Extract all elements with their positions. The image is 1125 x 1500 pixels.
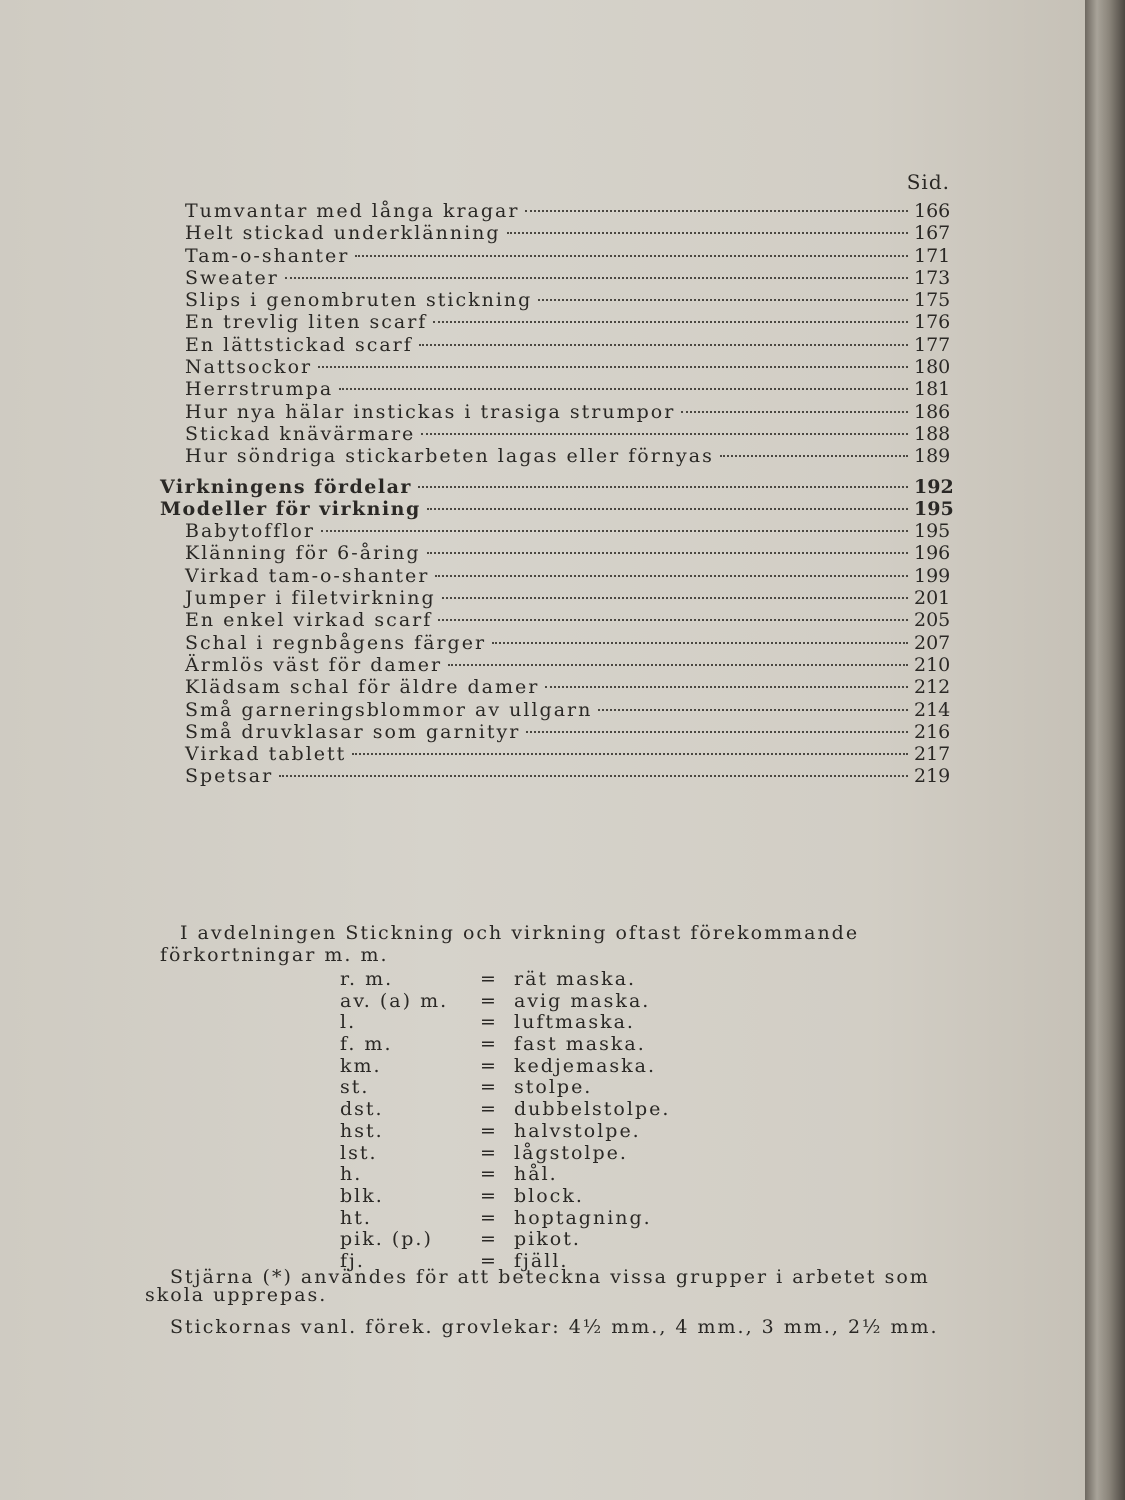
abbreviation: st. (340, 1076, 370, 1099)
abbreviation: l. (340, 1011, 357, 1034)
dot-leader (492, 638, 908, 644)
toc-entry (160, 676, 950, 698)
abbreviations-intro: I avdelningen Stickning och virkning oftast förekommande förkortningar m. m. (160, 922, 860, 966)
dot-leader (427, 504, 908, 510)
dot-leader (285, 273, 908, 279)
equals-sign: = (480, 1141, 498, 1164)
toc-entry (160, 565, 950, 587)
abbreviation: lst. (340, 1141, 378, 1164)
toc-entry-title: Hur söndriga stickarbeten lagas eller förnyas (185, 445, 714, 468)
abbreviation-meaning: fjäll. (514, 1249, 569, 1272)
equals-sign: = (480, 1076, 498, 1099)
toc-entry-title: Spetsar (185, 765, 274, 788)
dot-leader (526, 727, 908, 733)
toc-entry-title: Virkad tablett (185, 743, 347, 766)
abbreviation-meaning: kedjemaska. (514, 1054, 657, 1077)
toc-entry (160, 289, 950, 311)
toc-entry-title: Hur nya hälar instickas i trasiga strumpor (185, 400, 676, 423)
toc-entry-title: Herrstrumpa (185, 378, 334, 401)
toc-entry-title: Stickad knävärmare (185, 422, 416, 445)
toc-entry-title: Små druvklasar som garnityr (185, 720, 521, 743)
equals-sign: = (480, 1054, 498, 1077)
toc-entry-title: En trevlig liten scarf (185, 311, 428, 334)
toc-entry-title: Ärmlös väst för damer (185, 653, 443, 676)
abbreviation-row (340, 1033, 700, 1055)
dot-leader (433, 317, 908, 323)
abbreviation: ht. (340, 1206, 372, 1229)
toc-entry-page: 217 (914, 743, 951, 766)
toc-entry-title: En enkel virkad scarf (185, 609, 433, 632)
dot-leader (720, 451, 908, 457)
abbreviation-row (340, 1185, 700, 1207)
toc-entry (160, 632, 950, 654)
toc-entry (160, 654, 950, 676)
abbreviation-meaning: hål. (514, 1163, 558, 1186)
toc-entry-page: 219 (914, 765, 951, 788)
dot-leader (438, 615, 908, 621)
abbreviation-meaning: block. (514, 1184, 584, 1207)
toc-entry-title: Nattsockor (185, 356, 313, 379)
toc-entry-title: Små garneringsblommor av ullgarn (185, 698, 593, 721)
equals-sign: = (480, 1163, 498, 1186)
toc-entry-page: 188 (914, 422, 951, 445)
note-star: Stjärna (*) användes för att beteckna vissa grupper i arbetet som skola upprepas. (145, 1266, 930, 1306)
abbreviation-row (340, 1163, 700, 1185)
toc-entry-page: 214 (914, 698, 951, 721)
toc-entry-page: 177 (914, 333, 951, 356)
abbreviation-meaning: hoptagning. (514, 1206, 652, 1229)
abbreviation-row (340, 1207, 700, 1229)
toc-entry-page: 175 (914, 289, 951, 312)
toc-entry-page: 195 (914, 497, 954, 520)
abbreviation-meaning: stolpe. (514, 1076, 593, 1099)
dot-leader (525, 206, 908, 212)
toc-entry (160, 609, 950, 631)
toc-entry (160, 423, 950, 445)
toc-entry (160, 587, 950, 609)
toc-entry (160, 334, 950, 356)
toc-entry (160, 356, 950, 378)
toc-entry (160, 401, 950, 423)
page-column-label: Sid. (906, 170, 950, 194)
dot-leader (418, 482, 908, 488)
toc-entry-page: 181 (914, 378, 951, 401)
toc-entry-page: 189 (914, 445, 951, 468)
table-of-contents (160, 200, 954, 788)
dot-leader (598, 705, 908, 711)
toc-entry-page: 205 (914, 609, 951, 632)
abbreviation: r. m. (340, 968, 394, 990)
toc-entry (160, 475, 954, 498)
toc-entry-title: Helt stickad underklänning (185, 222, 501, 245)
toc-entry-page: 171 (914, 244, 951, 267)
abbreviation: h. (340, 1163, 363, 1186)
toc-entry (160, 200, 950, 222)
abbreviation: fj. (340, 1249, 365, 1272)
toc-entry (160, 311, 950, 333)
dot-leader (538, 295, 908, 301)
dot-leader (681, 407, 908, 413)
toc-entry-page: 201 (914, 587, 951, 610)
toc-entry (160, 445, 950, 467)
toc-entry (160, 497, 954, 520)
abbreviation-row (340, 1228, 700, 1250)
dot-leader (352, 749, 908, 755)
abbreviation: blk. (340, 1184, 384, 1207)
abbreviation-meaning: lågstolpe. (514, 1141, 628, 1164)
toc-entry-page: 195 (914, 520, 951, 543)
dot-leader (545, 682, 908, 688)
abbreviation-meaning: luftmaska. (514, 1011, 635, 1034)
equals-sign: = (480, 1033, 498, 1056)
toc-entry-title: Klädsam schal för äldre damer (185, 676, 540, 699)
abbreviation-meaning: rät maska. (514, 968, 637, 990)
abbreviation-row (340, 1142, 700, 1164)
toc-entry-title: Sweater (185, 266, 279, 289)
dot-leader (427, 548, 908, 554)
toc-entry-page: 199 (914, 564, 951, 587)
dot-leader (321, 526, 908, 532)
dot-leader (355, 251, 908, 257)
toc-entry-title: Babytofflor (185, 520, 315, 543)
toc-entry-page: 180 (914, 356, 951, 379)
toc-entry-page: 196 (914, 542, 951, 565)
toc-entry-title: Schal i regnbågens färger (185, 631, 487, 654)
dot-leader (318, 362, 908, 368)
toc-entry-title: En lättstickad scarf (185, 333, 413, 356)
toc-entry-title: Modeller för virkning (160, 497, 421, 520)
abbreviation-row (340, 968, 700, 990)
toc-entry-page: 192 (914, 475, 954, 498)
toc-entry (160, 520, 950, 542)
dot-leader (442, 593, 908, 599)
note-needles: Stickornas vanl. förek. grovlekar: 4½ mm., 4 mm., 3 mm., 2½ mm. (170, 1316, 939, 1338)
abbreviation-row (340, 1076, 700, 1098)
abbreviation-meaning: pikot. (514, 1228, 581, 1251)
toc-entry-title: Jumper i filetvirkning (185, 587, 436, 610)
dot-leader (435, 571, 908, 577)
toc-entry (160, 222, 950, 244)
equals-sign: = (480, 1249, 498, 1272)
toc-entry (160, 721, 950, 743)
toc-entry-page: 216 (914, 720, 951, 743)
abbreviation-row (340, 990, 700, 1012)
toc-entry (160, 267, 950, 289)
abbreviation-row (340, 1098, 700, 1120)
dot-leader (339, 384, 908, 390)
abbreviations-list (340, 968, 700, 1272)
dot-leader (279, 771, 908, 777)
toc-entry (160, 378, 950, 400)
abbreviation: km. (340, 1054, 382, 1077)
toc-entry-page: 166 (914, 200, 951, 222)
dot-leader (419, 340, 908, 346)
abbreviation: dst. (340, 1098, 384, 1121)
toc-entry-page: 186 (914, 400, 951, 423)
toc-entry-page: 173 (914, 266, 951, 289)
book-spine-edge (1085, 0, 1125, 1500)
abbreviation: av. (a) m. (340, 989, 449, 1012)
abbreviation-row (340, 1055, 700, 1077)
toc-entry-title: Virkningens fördelar (160, 475, 412, 498)
toc-entry-page: 167 (914, 222, 951, 245)
dot-leader (448, 660, 908, 666)
abbreviation-meaning: fast maska. (514, 1033, 646, 1056)
equals-sign: = (480, 1228, 498, 1251)
abbreviation: pik. (p.) (340, 1228, 433, 1251)
toc-entry-title: Slips i genombruten stickning (185, 289, 533, 312)
equals-sign: = (480, 968, 498, 990)
abbreviation: f. m. (340, 1033, 393, 1056)
equals-sign: = (480, 1098, 498, 1121)
equals-sign: = (480, 1184, 498, 1207)
toc-entry (160, 743, 950, 765)
toc-entry (160, 245, 950, 267)
abbreviation-row (340, 1011, 700, 1033)
abbreviation-meaning: dubbelstolpe. (514, 1098, 671, 1121)
toc-entry-title: Tam-o-shanter (185, 244, 350, 267)
dot-leader (421, 429, 908, 435)
toc-entry-page: 212 (914, 676, 951, 699)
toc-entry (160, 542, 950, 564)
equals-sign: = (480, 1011, 498, 1034)
toc-entry-title: Klänning för 6-åring (185, 542, 421, 565)
toc-entry-title: Tumvantar med långa kragar (185, 200, 520, 222)
toc-entry (160, 699, 950, 721)
abbreviation-meaning: halvstolpe. (514, 1119, 641, 1142)
equals-sign: = (480, 1119, 498, 1142)
dot-leader (507, 228, 908, 234)
equals-sign: = (480, 989, 498, 1012)
abbreviation: hst. (340, 1119, 384, 1142)
abbreviation-meaning: avig maska. (514, 989, 651, 1012)
abbreviation-row (340, 1120, 700, 1142)
toc-entry-page: 207 (914, 631, 951, 654)
toc-entry-page: 210 (914, 653, 951, 676)
toc-entry-page: 176 (914, 311, 951, 334)
equals-sign: = (480, 1206, 498, 1229)
toc-entry (160, 765, 950, 787)
toc-entry-title: Virkad tam-o-shanter (185, 564, 430, 587)
